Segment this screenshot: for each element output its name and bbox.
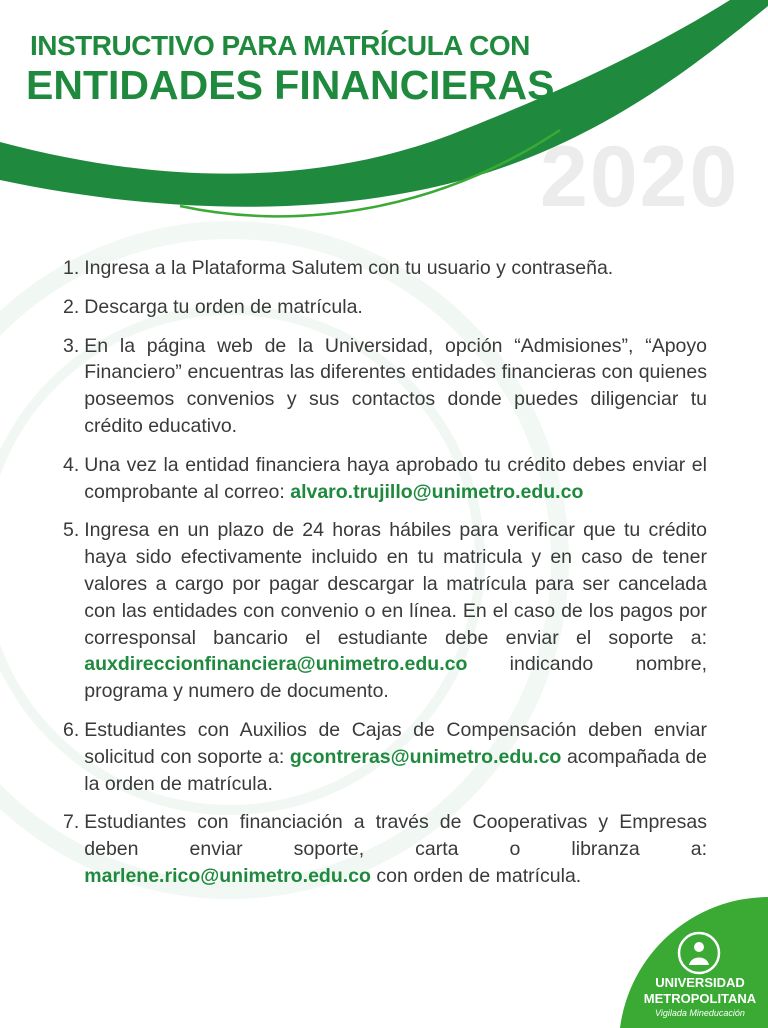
instruction-list [63, 255, 707, 902]
email-link[interactable]: auxdireccionfinanciera@unimetro.edu.co [84, 653, 468, 676]
email-link[interactable]: gcontreras@unimetro.edu.co [289, 745, 562, 768]
logo-line-3: Vigilada Mineducación [655, 1008, 745, 1018]
step-number: 6. [63, 718, 80, 741]
step-text [84, 717, 707, 797]
list-item [63, 809, 707, 889]
step-text [84, 452, 707, 506]
email-link[interactable]: alvaro.trujillo@unimetro.edu.co [290, 480, 584, 503]
list-item [63, 294, 707, 321]
step-number: 2. [63, 295, 80, 318]
step-text: En la página web de la Universidad, opción “Admisiones”, “Apoyo Financiero” encuentras las diferentes entidades financieras con quienes poseemos convenios y sus contactos donde puedes diligenciar tu crédito educativo. [84, 334, 707, 437]
title-line-2: ENTIDADES FINANCIERAS [26, 62, 555, 108]
university-seal-icon [677, 931, 721, 975]
list-item [63, 717, 707, 797]
step-text-before: Estudiantes con financiación a través de Cooperativas y Empresas deben enviar soporte, carta o libranza a: [84, 811, 707, 861]
title-line-1: INSTRUCTIVO PARA MATRÍCULA CON [30, 30, 530, 61]
step-number: 5. [63, 519, 80, 542]
step-number: 7. [63, 811, 80, 834]
step-text [84, 517, 707, 705]
list-item [63, 517, 707, 705]
step-text [84, 809, 707, 889]
step-text-before: Estudiantes con Auxilios de Cajas de Compensación deben enviar solicitud con soporte a: [84, 718, 707, 768]
step-text-before: Una vez la entidad financiera haya aprobado tu crédito debes enviar el comprobante al correo: [84, 453, 707, 503]
year-watermark: 2020 [540, 129, 740, 225]
list-item [63, 255, 707, 282]
step-text: Ingresa a la Plataforma Salutem con tu usuario y contraseña. [84, 257, 614, 279]
step-text-after: con orden de matrícula. [370, 864, 582, 887]
email-link[interactable]: marlene.rico@unimetro.edu.co [84, 864, 371, 887]
list-item [63, 333, 707, 440]
step-number: 1. [63, 257, 80, 279]
list-item [63, 452, 707, 506]
step-text-after: indicando nombre, programa y numero de documento. [84, 653, 707, 703]
step-number: 3. [63, 334, 80, 357]
logo-line-1: UNIVERSIDAD [655, 975, 745, 990]
step-text: Descarga tu orden de matrícula. [84, 295, 363, 318]
logo-line-2: METROPOLITANA [643, 991, 757, 1006]
step-text-before: Ingresa en un plazo de 24 horas hábiles para verificar que tu crédito haya sido efectivamente incluido en tu matricula y en caso de tener valores a cargo por pagar descargar la matrícula para ser cancelada con las entidades con convenio o en línea. En el caso de los pagos por corresponsal bancario el estudiante debe enviar el soporte a: [84, 519, 707, 649]
step-number: 4. [63, 453, 80, 476]
step-text-after: acompañada de la orden de matrícula. [84, 745, 707, 795]
